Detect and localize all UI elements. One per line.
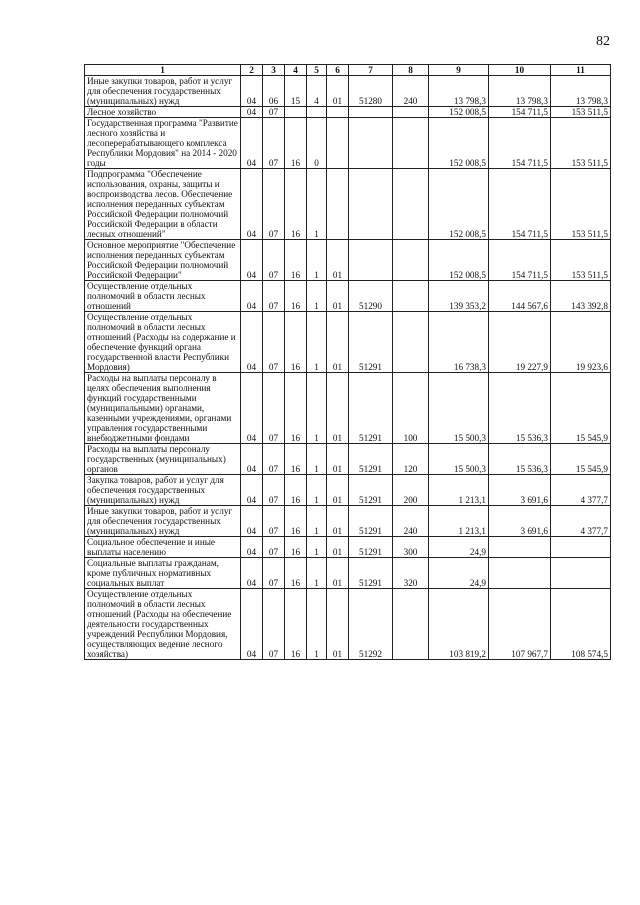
amount-cell-col11: 153 511,5 [551,107,611,118]
amount-cell-col9: 152 008,5 [429,107,489,118]
amount-cell-col11: 153 511,5 [551,240,611,281]
event-code-cell [327,118,349,169]
subsection-code-cell: 07 [263,537,285,558]
direction-code-cell: 51291 [349,475,393,506]
section-code-cell: 04 [241,107,263,118]
amount-cell-col9: 15 500,3 [429,373,489,444]
subsection-code-cell: 07 [263,444,285,475]
event-code-cell: 01 [327,537,349,558]
table-row [85,281,611,312]
program-code-cell: 16 [285,589,307,660]
row-name-cell: Осуществление отдельных полномочий в области лесных отношений [85,281,241,312]
row-name-cell: Расходы на выплаты персоналу государственных (муниципальных) органов [85,444,241,475]
subprogram-code-cell: 1 [307,589,327,660]
amount-cell-col10: 3 691,6 [489,506,551,537]
header-cell: 4 [285,65,307,76]
subprogram-code-cell: 1 [307,444,327,475]
subsection-code-cell: 07 [263,240,285,281]
amount-cell-col10: 19 227,9 [489,312,551,373]
event-code-cell: 01 [327,558,349,589]
amount-cell-col10 [489,537,551,558]
section-code-cell: 04 [241,475,263,506]
subprogram-code-cell: 1 [307,312,327,373]
subsection-code-cell: 07 [263,107,285,118]
expense-type-cell [393,312,429,373]
subsection-code-cell: 07 [263,589,285,660]
direction-code-cell: 51291 [349,558,393,589]
table-row [85,312,611,373]
event-code-cell: 01 [327,589,349,660]
direction-code-cell: 51291 [349,537,393,558]
amount-cell-col10: 107 967,7 [489,589,551,660]
header-cell: 9 [429,65,489,76]
section-code-cell: 04 [241,537,263,558]
amount-cell-col10: 154 711,5 [489,240,551,281]
amount-cell-col11: 4 377,7 [551,506,611,537]
program-code-cell: 16 [285,312,307,373]
row-name-cell: Социальное обеспечение и иные выплаты населению [85,537,241,558]
amount-cell-col9: 24,9 [429,558,489,589]
table-row [85,475,611,506]
row-name-cell: Расходы на выплаты персоналу в целях обеспечения выполнения функций государственными (муниципальными) органами, казенными учреждениями, органами управления государственными внебюджетными фондами [85,373,241,444]
program-code-cell: 16 [285,444,307,475]
program-code-cell: 16 [285,281,307,312]
program-code-cell: 16 [285,118,307,169]
table-row [85,107,611,118]
program-code-cell: 16 [285,506,307,537]
subsection-code-cell: 07 [263,475,285,506]
subprogram-code-cell: 4 [307,76,327,107]
header-cell: 11 [551,65,611,76]
event-code-cell [327,169,349,240]
subsection-code-cell: 07 [263,118,285,169]
amount-cell-col10: 154 711,5 [489,118,551,169]
amount-cell-col10: 154 711,5 [489,169,551,240]
amount-cell-col11 [551,537,611,558]
direction-code-cell: 51290 [349,281,393,312]
expense-type-cell: 100 [393,373,429,444]
row-name-cell: Лесное хозяйство [85,107,241,118]
amount-cell-col9: 15 500,3 [429,444,489,475]
expense-type-cell [393,281,429,312]
event-code-cell: 01 [327,506,349,537]
subsection-code-cell: 07 [263,558,285,589]
amount-cell-col10: 3 691,6 [489,475,551,506]
subprogram-code-cell: 1 [307,506,327,537]
subprogram-code-cell: 1 [307,240,327,281]
amount-cell-col10: 13 798,3 [489,76,551,107]
amount-cell-col10: 154 711,5 [489,107,551,118]
subprogram-code-cell: 1 [307,537,327,558]
amount-cell-col9: 103 819,2 [429,589,489,660]
direction-code-cell [349,118,393,169]
expense-type-cell [393,107,429,118]
program-code-cell [285,107,307,118]
expense-type-cell: 120 [393,444,429,475]
section-code-cell: 04 [241,444,263,475]
amount-cell-col10: 15 536,3 [489,444,551,475]
event-code-cell: 01 [327,475,349,506]
header-cell: 10 [489,65,551,76]
subprogram-code-cell: 1 [307,169,327,240]
table-row [85,537,611,558]
amount-cell-col9: 24,9 [429,537,489,558]
event-code-cell [327,107,349,118]
expense-type-cell: 300 [393,537,429,558]
subprogram-code-cell: 1 [307,558,327,589]
amount-cell-col9: 152 008,5 [429,118,489,169]
subsection-code-cell: 07 [263,169,285,240]
header-cell: 7 [349,65,393,76]
amount-cell-col9: 1 213,1 [429,506,489,537]
table-row [85,118,611,169]
header-cell: 2 [241,65,263,76]
section-code-cell: 04 [241,169,263,240]
expense-type-cell [393,169,429,240]
amount-cell-col10: 144 567,6 [489,281,551,312]
expense-type-cell [393,240,429,281]
section-code-cell: 04 [241,589,263,660]
direction-code-cell [349,240,393,281]
subprogram-code-cell: 1 [307,373,327,444]
subsection-code-cell: 07 [263,506,285,537]
program-code-cell: 16 [285,537,307,558]
amount-cell-col11: 108 574,5 [551,589,611,660]
table-row [85,444,611,475]
amount-cell-col11: 13 798,3 [551,76,611,107]
subprogram-code-cell: 1 [307,475,327,506]
row-name-cell: Осуществление отдельных полномочий в области лесных отношений (Расходы на содержание и обеспечение функций органа государственной власти Республики Мордовия) [85,312,241,373]
row-name-cell: Закупка товаров, работ и услуг для обеспечения государственных (муниципальных) нужд [85,475,241,506]
row-name-cell: Основное мероприятие "Обеспечение исполнения переданных субъектам Российской Федерации полномочий Российской Федерации" [85,240,241,281]
row-name-cell: Осуществление отдельных полномочий в области лесных отношений (Расходы на обеспечение деятельности государственных учреждений Республики Мордовия, осуществляющих ведение лесного хозяйства) [85,589,241,660]
expense-type-cell [393,118,429,169]
event-code-cell: 01 [327,312,349,373]
subprogram-code-cell: 0 [307,118,327,169]
amount-cell-col11: 153 511,5 [551,118,611,169]
table-row [85,240,611,281]
header-cell: 1 [85,65,241,76]
header-cell: 5 [307,65,327,76]
expense-type-cell: 240 [393,506,429,537]
section-code-cell: 04 [241,558,263,589]
direction-code-cell: 51291 [349,506,393,537]
amount-cell-col9: 13 798,3 [429,76,489,107]
event-code-cell: 01 [327,240,349,281]
program-code-cell: 16 [285,558,307,589]
program-code-cell: 16 [285,373,307,444]
section-code-cell: 04 [241,312,263,373]
subprogram-code-cell: 1 [307,281,327,312]
expense-type-cell: 240 [393,76,429,107]
section-code-cell: 04 [241,373,263,444]
header-row [85,65,611,76]
amount-cell-col11: 15 545,9 [551,373,611,444]
subsection-code-cell: 07 [263,373,285,444]
table-row [85,76,611,107]
amount-cell-col11: 4 377,7 [551,475,611,506]
header-cell: 6 [327,65,349,76]
subsection-code-cell: 07 [263,312,285,373]
page-number: 82 [596,34,610,49]
table-row [85,558,611,589]
section-code-cell: 04 [241,76,263,107]
program-code-cell: 16 [285,169,307,240]
section-code-cell: 04 [241,118,263,169]
table-body [85,76,611,660]
header-cell: 8 [393,65,429,76]
amount-cell-col11: 19 923,6 [551,312,611,373]
amount-cell-col11: 143 392,8 [551,281,611,312]
event-code-cell: 01 [327,76,349,107]
program-code-cell: 16 [285,240,307,281]
amount-cell-col11: 15 545,9 [551,444,611,475]
event-code-cell: 01 [327,444,349,475]
expense-type-cell [393,589,429,660]
table-row [85,169,611,240]
table-row [85,589,611,660]
subsection-code-cell: 06 [263,76,285,107]
event-code-cell: 01 [327,373,349,444]
row-name-cell: Иные закупки товаров, работ и услуг для обеспечения государственных (муниципальных) нужд [85,76,241,107]
section-code-cell: 04 [241,281,263,312]
subprogram-code-cell [307,107,327,118]
table-row [85,506,611,537]
direction-code-cell [349,169,393,240]
section-code-cell: 04 [241,240,263,281]
amount-cell-col9: 1 213,1 [429,475,489,506]
program-code-cell: 16 [285,475,307,506]
header-cell: 3 [263,65,285,76]
direction-code-cell: 51280 [349,76,393,107]
amount-cell-col11: 153 511,5 [551,169,611,240]
budget-table [84,64,611,660]
row-name-cell: Подпрограмма "Обеспечение использования, охраны, защиты и воспроизводства лесов. Обеспечение исполнения переданных субъектам Российской Федерации полномочий Российской Федерации в области лесных отношений" [85,169,241,240]
amount-cell-col10 [489,558,551,589]
section-code-cell: 04 [241,506,263,537]
row-name-cell: Иные закупки товаров, работ и услуг для обеспечения государственных (муниципальных) нужд [85,506,241,537]
direction-code-cell: 51291 [349,373,393,444]
amount-cell-col9: 16 738,3 [429,312,489,373]
subsection-code-cell: 07 [263,281,285,312]
direction-code-cell: 51291 [349,444,393,475]
amount-cell-col9: 152 008,5 [429,240,489,281]
amount-cell-col10: 15 536,3 [489,373,551,444]
direction-code-cell: 51291 [349,312,393,373]
amount-cell-col9: 139 353,2 [429,281,489,312]
expense-type-cell: 200 [393,475,429,506]
amount-cell-col11 [551,558,611,589]
program-code-cell: 15 [285,76,307,107]
expense-type-cell: 320 [393,558,429,589]
direction-code-cell: 51292 [349,589,393,660]
row-name-cell: Государственная программа "Развитие лесного хозяйства и лесоперерабатывающего комплекса Республики Мордовия" на 2014 - 2020 годы [85,118,241,169]
event-code-cell: 01 [327,281,349,312]
amount-cell-col9: 152 008,5 [429,169,489,240]
direction-code-cell [349,107,393,118]
table-row [85,373,611,444]
row-name-cell: Социальные выплаты гражданам, кроме публичных нормативных социальных выплат [85,558,241,589]
